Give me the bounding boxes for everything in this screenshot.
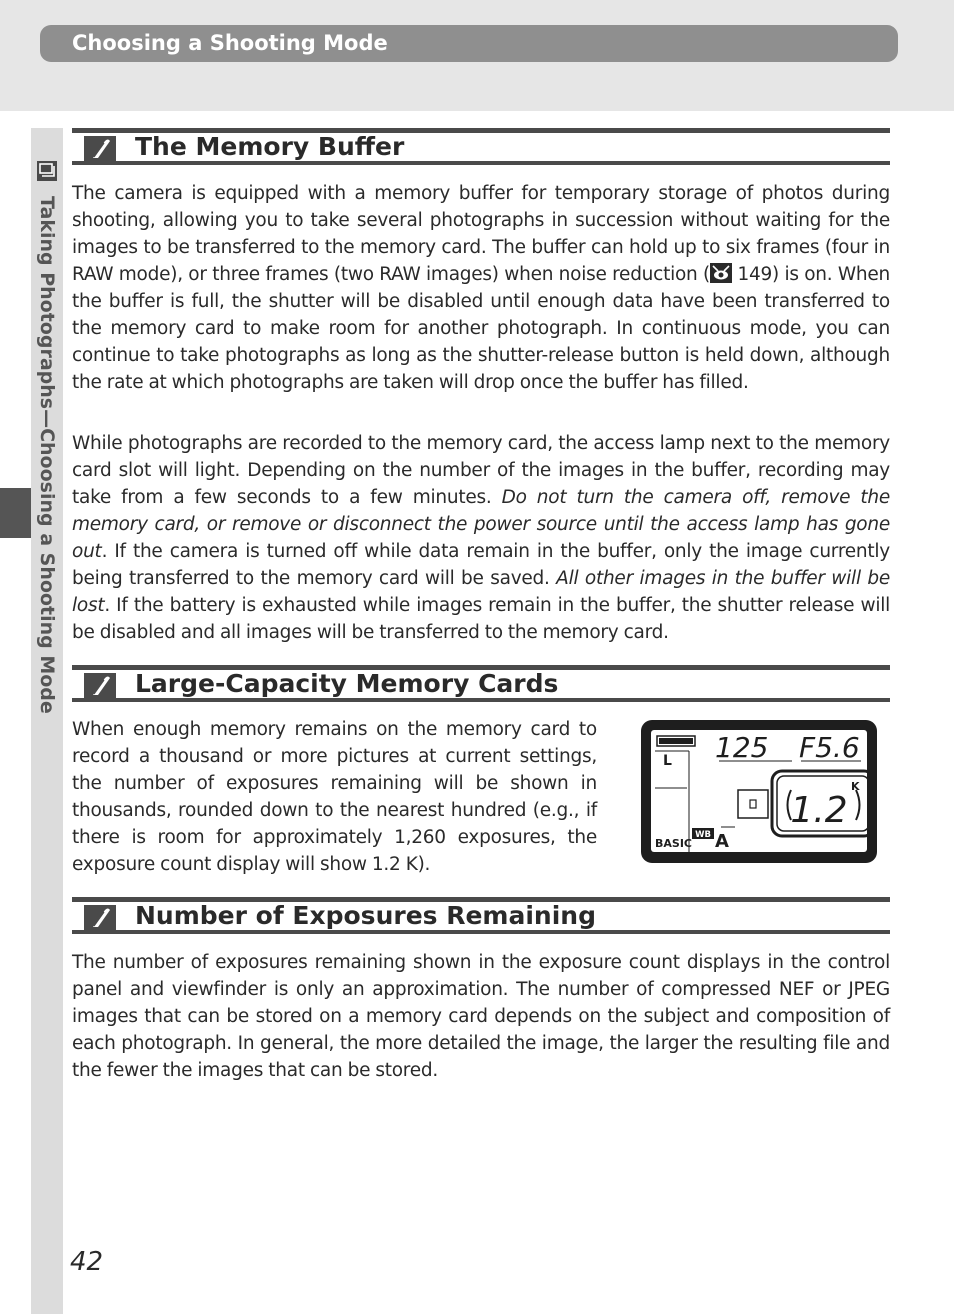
aperture-readout: F5.6 bbox=[799, 731, 860, 764]
shooting-mode-icon bbox=[36, 160, 58, 182]
pencil-note-icon bbox=[84, 136, 116, 163]
running-header-title: Choosing a Shooting Mode bbox=[72, 31, 388, 55]
header-band bbox=[0, 0, 954, 111]
section-heading-large-capacity-cards bbox=[72, 665, 890, 702]
pencil-note-icon bbox=[84, 673, 116, 700]
memory-buffer-paragraph-2 bbox=[72, 430, 890, 646]
chapter-marker bbox=[0, 488, 31, 538]
page-number: 42 bbox=[70, 1247, 104, 1277]
shutter-speed-readout: 125 bbox=[715, 731, 769, 764]
text-run: . If the camera is turned off while data remain in the buffer, only the image currently being transferred to the memory card will be saved. bbox=[72, 541, 890, 589]
text-run: The camera is equipped with a memory buffer for temporary storage of photos during shooting, allowing you to take several photographs in succession without waiting for the images to be transferred to the memory card. The buffer can hold up to six frames (four in RAW mode), or three frames (two RAW images) when noise reduction ( bbox=[72, 183, 890, 285]
section-title: The Memory Buffer bbox=[135, 132, 405, 161]
control-panel-lcd-illustration bbox=[641, 720, 877, 863]
section-title: Number of Exposures Remaining bbox=[135, 901, 596, 930]
text-run: . If the battery is exhausted while images remain in the buffer, the shutter release will be disabled and all images will be transferred to the memory card. bbox=[72, 595, 890, 643]
image-quality-label: BASIC bbox=[655, 837, 692, 850]
text-run: While photographs are recorded to the memory card, the access lamp next to the memory card slot will light. Depending on the number of the images in the buffer, recording may take from a few seconds to a few minutes. bbox=[72, 433, 890, 508]
exposures-remaining-paragraph: The number of exposures remaining shown in the exposure count displays in the control panel and viewfinder is only an approximation. The number of compressed NEF or JPEG images that can be stored on a memory card depends on the subject and composition of each photograph. In general, the more detailed the image, the larger the resulting file and the fewer the images that can be stored. bbox=[72, 952, 890, 1081]
memory-buffer-paragraph-1 bbox=[72, 180, 890, 396]
warning-text: All other images in the buffer will be lost bbox=[72, 568, 890, 616]
white-balance-mode: A bbox=[715, 831, 729, 852]
large-capacity-paragraph: When enough memory remains on the memory card to record a thousand or more pictures at current settings, the number of exposures remaining will be shown in thousands, rounded down to the nearest hundred (e.g., if there is room for approximately 1,260 exposures, the exposure count display will show 1.2 K). bbox=[72, 719, 597, 875]
text-run: is on. When the buffer is full, the shutter will be disabled until enough data have been transferred to the memory card to make room for another photograph. In continuous mode, you can continue to take photographs as long as the shutter-release button is held down, although the rate at which photographs are taken will drop once the buffer has filled. bbox=[72, 264, 890, 393]
thousands-k-indicator: K bbox=[851, 780, 860, 793]
warning-text: Do not turn the camera off, remove the memory card, or remove or disconnect the power source until the access lamp has gone out bbox=[72, 487, 891, 562]
image-size-label: L bbox=[663, 753, 672, 769]
section-heading-memory-buffer bbox=[72, 128, 890, 165]
chapter-side-label: Taking Photographs—Choosing a Shooting Mode bbox=[36, 196, 58, 714]
page-reference: 149) bbox=[731, 264, 779, 285]
running-header bbox=[40, 25, 898, 62]
page-reference-icon bbox=[710, 263, 732, 283]
section-heading-exposures-remaining bbox=[72, 897, 890, 934]
pencil-note-icon bbox=[84, 905, 116, 932]
section-title: Large-Capacity Memory Cards bbox=[135, 669, 559, 698]
white-balance-label: WB bbox=[695, 830, 711, 840]
exposure-count-readout: 1.2 bbox=[790, 790, 848, 831]
